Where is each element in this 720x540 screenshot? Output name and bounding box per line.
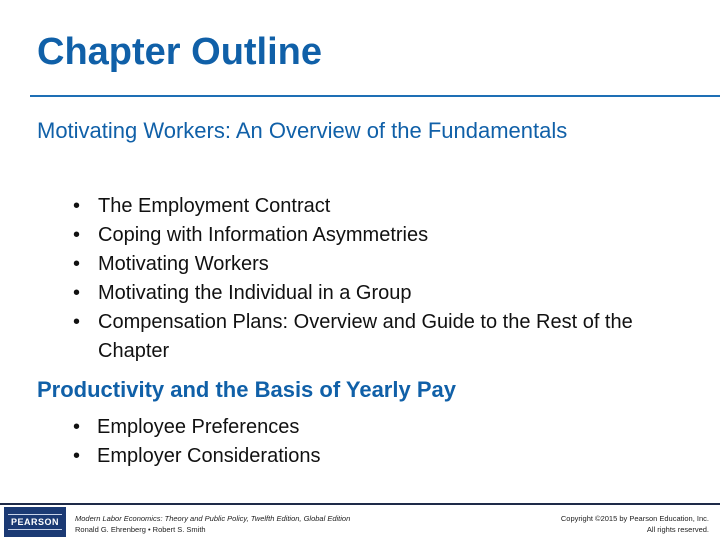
- list-item-text: Coping with Information Asymmetries: [98, 224, 429, 246]
- bullet-icon: •: [73, 224, 81, 246]
- section-heading-motivating-workers: Motivating Workers: An Overview of the Fundamentals: [37, 118, 568, 143]
- bullet-icon: •: [73, 282, 81, 304]
- footer-citation: [75, 513, 350, 535]
- list-item-text: Compensation Plans: Overview and Guide to the Rest of the Chapter: [98, 311, 633, 362]
- list-item-text: Motivating the Individual in a Group: [98, 282, 412, 304]
- footer-copyright-line: Copyright ©2015 by Pearson Education, Inc.: [560, 514, 709, 523]
- bullet-list-productivity: [73, 413, 673, 471]
- section-heading-productivity: Productivity and the Basis of Yearly Pay: [37, 377, 456, 402]
- bullet-icon: •: [73, 195, 81, 217]
- bullet-icon: •: [73, 253, 81, 275]
- title-divider: [30, 95, 720, 97]
- list-item: [73, 413, 673, 442]
- list-item: [73, 250, 693, 279]
- pearson-logo-text: PEARSON: [8, 514, 62, 530]
- bullet-list-motivating-workers: [73, 192, 693, 366]
- list-item: [73, 308, 693, 366]
- list-item-text: The Employment Contract: [98, 195, 331, 217]
- bullet-icon: •: [73, 311, 81, 333]
- footer-divider: [0, 503, 720, 505]
- footer-rights-line: All rights reserved.: [646, 525, 709, 534]
- footer-copyright: [561, 513, 709, 535]
- slide-title: Chapter Outline: [37, 31, 323, 73]
- list-item-text: Employee Preferences: [97, 416, 300, 438]
- list-item: [73, 279, 693, 308]
- pearson-logo: [4, 507, 66, 537]
- list-item: [73, 192, 693, 221]
- footer-book-title: Modern Labor Economics: Theory and Public Policy, Twelfth Edition, Global Edition: [75, 514, 351, 523]
- bullet-icon: •: [73, 445, 81, 467]
- list-item: [73, 221, 693, 250]
- list-item: [73, 442, 673, 471]
- bullet-icon: •: [73, 416, 81, 438]
- list-item-text: Employer Considerations: [97, 445, 321, 467]
- list-item-text: Motivating Workers: [98, 253, 269, 275]
- footer-authors: Ronald G. Ehrenberg • Robert S. Smith: [75, 525, 206, 534]
